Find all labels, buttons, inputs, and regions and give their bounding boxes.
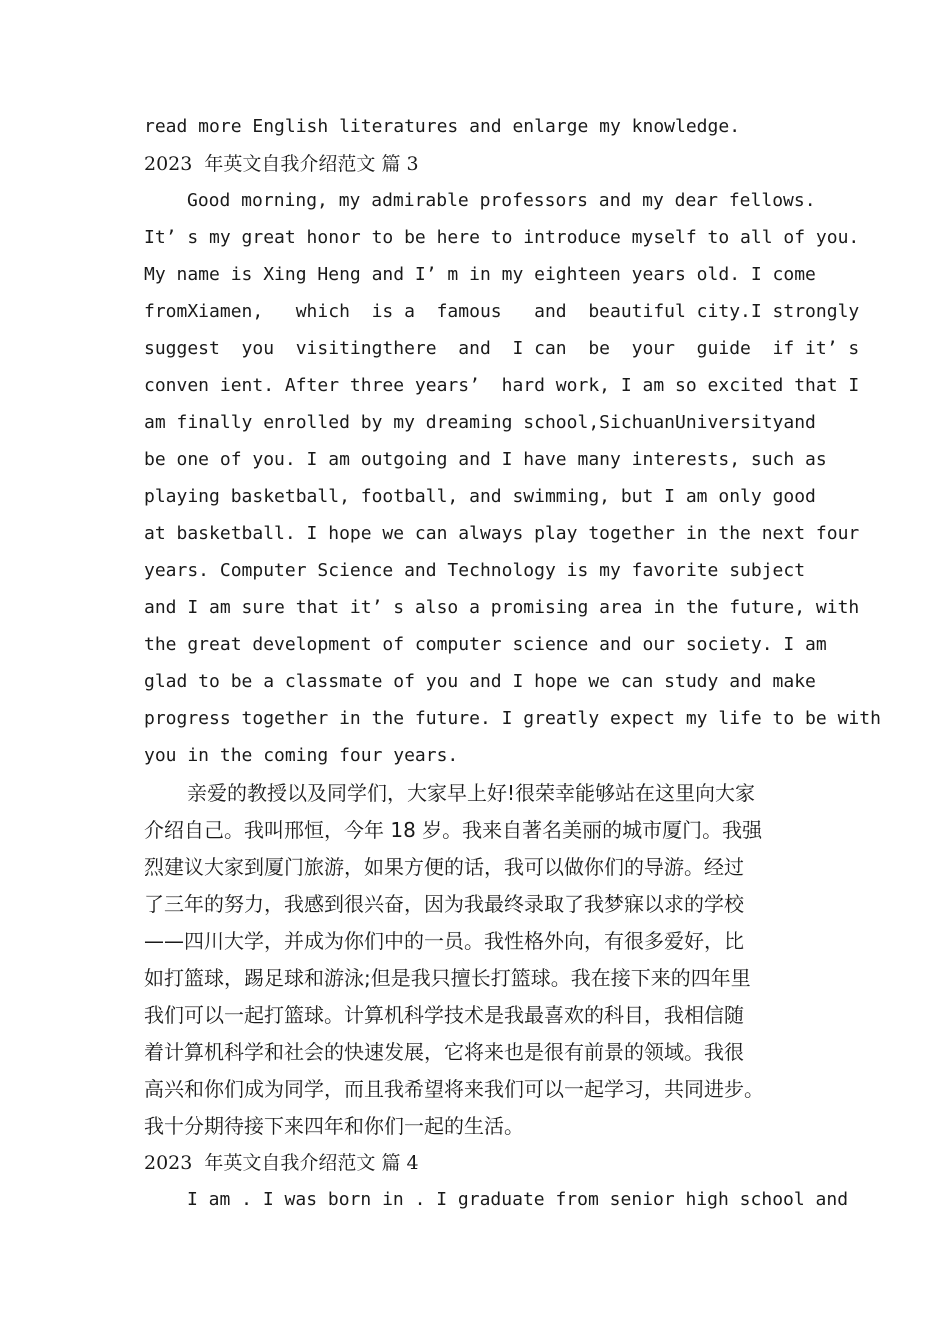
paragraph-line: 如打篮球，踢足球和游泳;但是我只擅长打篮球。我在接下来的四年里 (144, 966, 751, 990)
paragraph-line: am finally enrolled by my dreaming school,SichuanUniversityand (144, 412, 816, 433)
paragraph-line: My name is Xing Heng and I’ m in my eighteen years old. I come (144, 264, 816, 285)
paragraph-line: and I am sure that it’ s also a promising area in the future, with (144, 597, 860, 618)
paragraph-line: glad to be a classmate of you and I hope we can study and make (144, 671, 816, 692)
paragraph-line: the great development of computer science and our society. I am (144, 634, 827, 655)
paragraph-line: 我十分期待接下来四年和你们一起的生活。 (144, 1114, 524, 1138)
section4-first-line: I am . I was born in . I graduate from senior high school and (187, 1189, 849, 1210)
paragraph-line: conven ient. After three years’ hard work, I am so excited that I (144, 375, 860, 396)
intro-tail-line: read more English literatures and enlarge my knowledge. (144, 116, 741, 137)
paragraph-line: 亲爱的教授以及同学们，大家早上好!很荣幸能够站在这里向大家 (187, 781, 756, 805)
section4-heading: 2023 年英文自我介绍范文 篇 4 (144, 1152, 419, 1174)
paragraph-line: suggest you visitingthere and I can be your guide if it’ s (144, 338, 860, 359)
paragraph-line: years. Computer Science and Technology is my favorite subject (144, 560, 806, 581)
paragraph-line: at basketball. I hope we can always play together in the next four (144, 523, 860, 544)
paragraph-line: 我们可以一起打篮球。计算机科学技术是我最喜欢的科目，我相信随 (144, 1003, 744, 1027)
paragraph-line: you in the coming four years. (144, 745, 459, 766)
paragraph-line: 高兴和你们成为同学，而且我希望将来我们可以一起学习，共同进步。 (144, 1077, 764, 1101)
paragraph-line: 着计算机科学和社会的快速发展，它将来也是很有前景的领域。我很 (144, 1040, 744, 1064)
paragraph-line: Good morning, my admirable professors and my dear fellows. (187, 190, 816, 211)
paragraph-line: 烈建议大家到厦门旅游，如果方便的话，我可以做你们的导游。经过 (144, 855, 744, 879)
paragraph-line: playing basketball, football, and swimming, but I am only good (144, 486, 816, 507)
paragraph-line: 介绍自己。我叫邢恒，今年 18 岁。我来自著名美丽的城市厦门。我强 (144, 818, 763, 842)
paragraph-line: ——四川大学，并成为你们中的一员。我性格外向，有很多爱好，比 (144, 929, 744, 953)
paragraph-line: 了三年的努力，我感到很兴奋，因为我最终录取了我梦寐以求的学校 (144, 892, 744, 916)
section3-heading: 2023 年英文自我介绍范文 篇 3 (144, 153, 419, 175)
paragraph-line: be one of you. I am outgoing and I have many interests, such as (144, 449, 827, 470)
paragraph-line: progress together in the future. I greatly expect my life to be with (144, 708, 881, 729)
paragraph-line: It’ s my great honor to be here to introduce myself to all of you. (144, 227, 860, 248)
paragraph-line: fromXiamen, which is a famous and beautiful city.I strongly (144, 301, 860, 322)
